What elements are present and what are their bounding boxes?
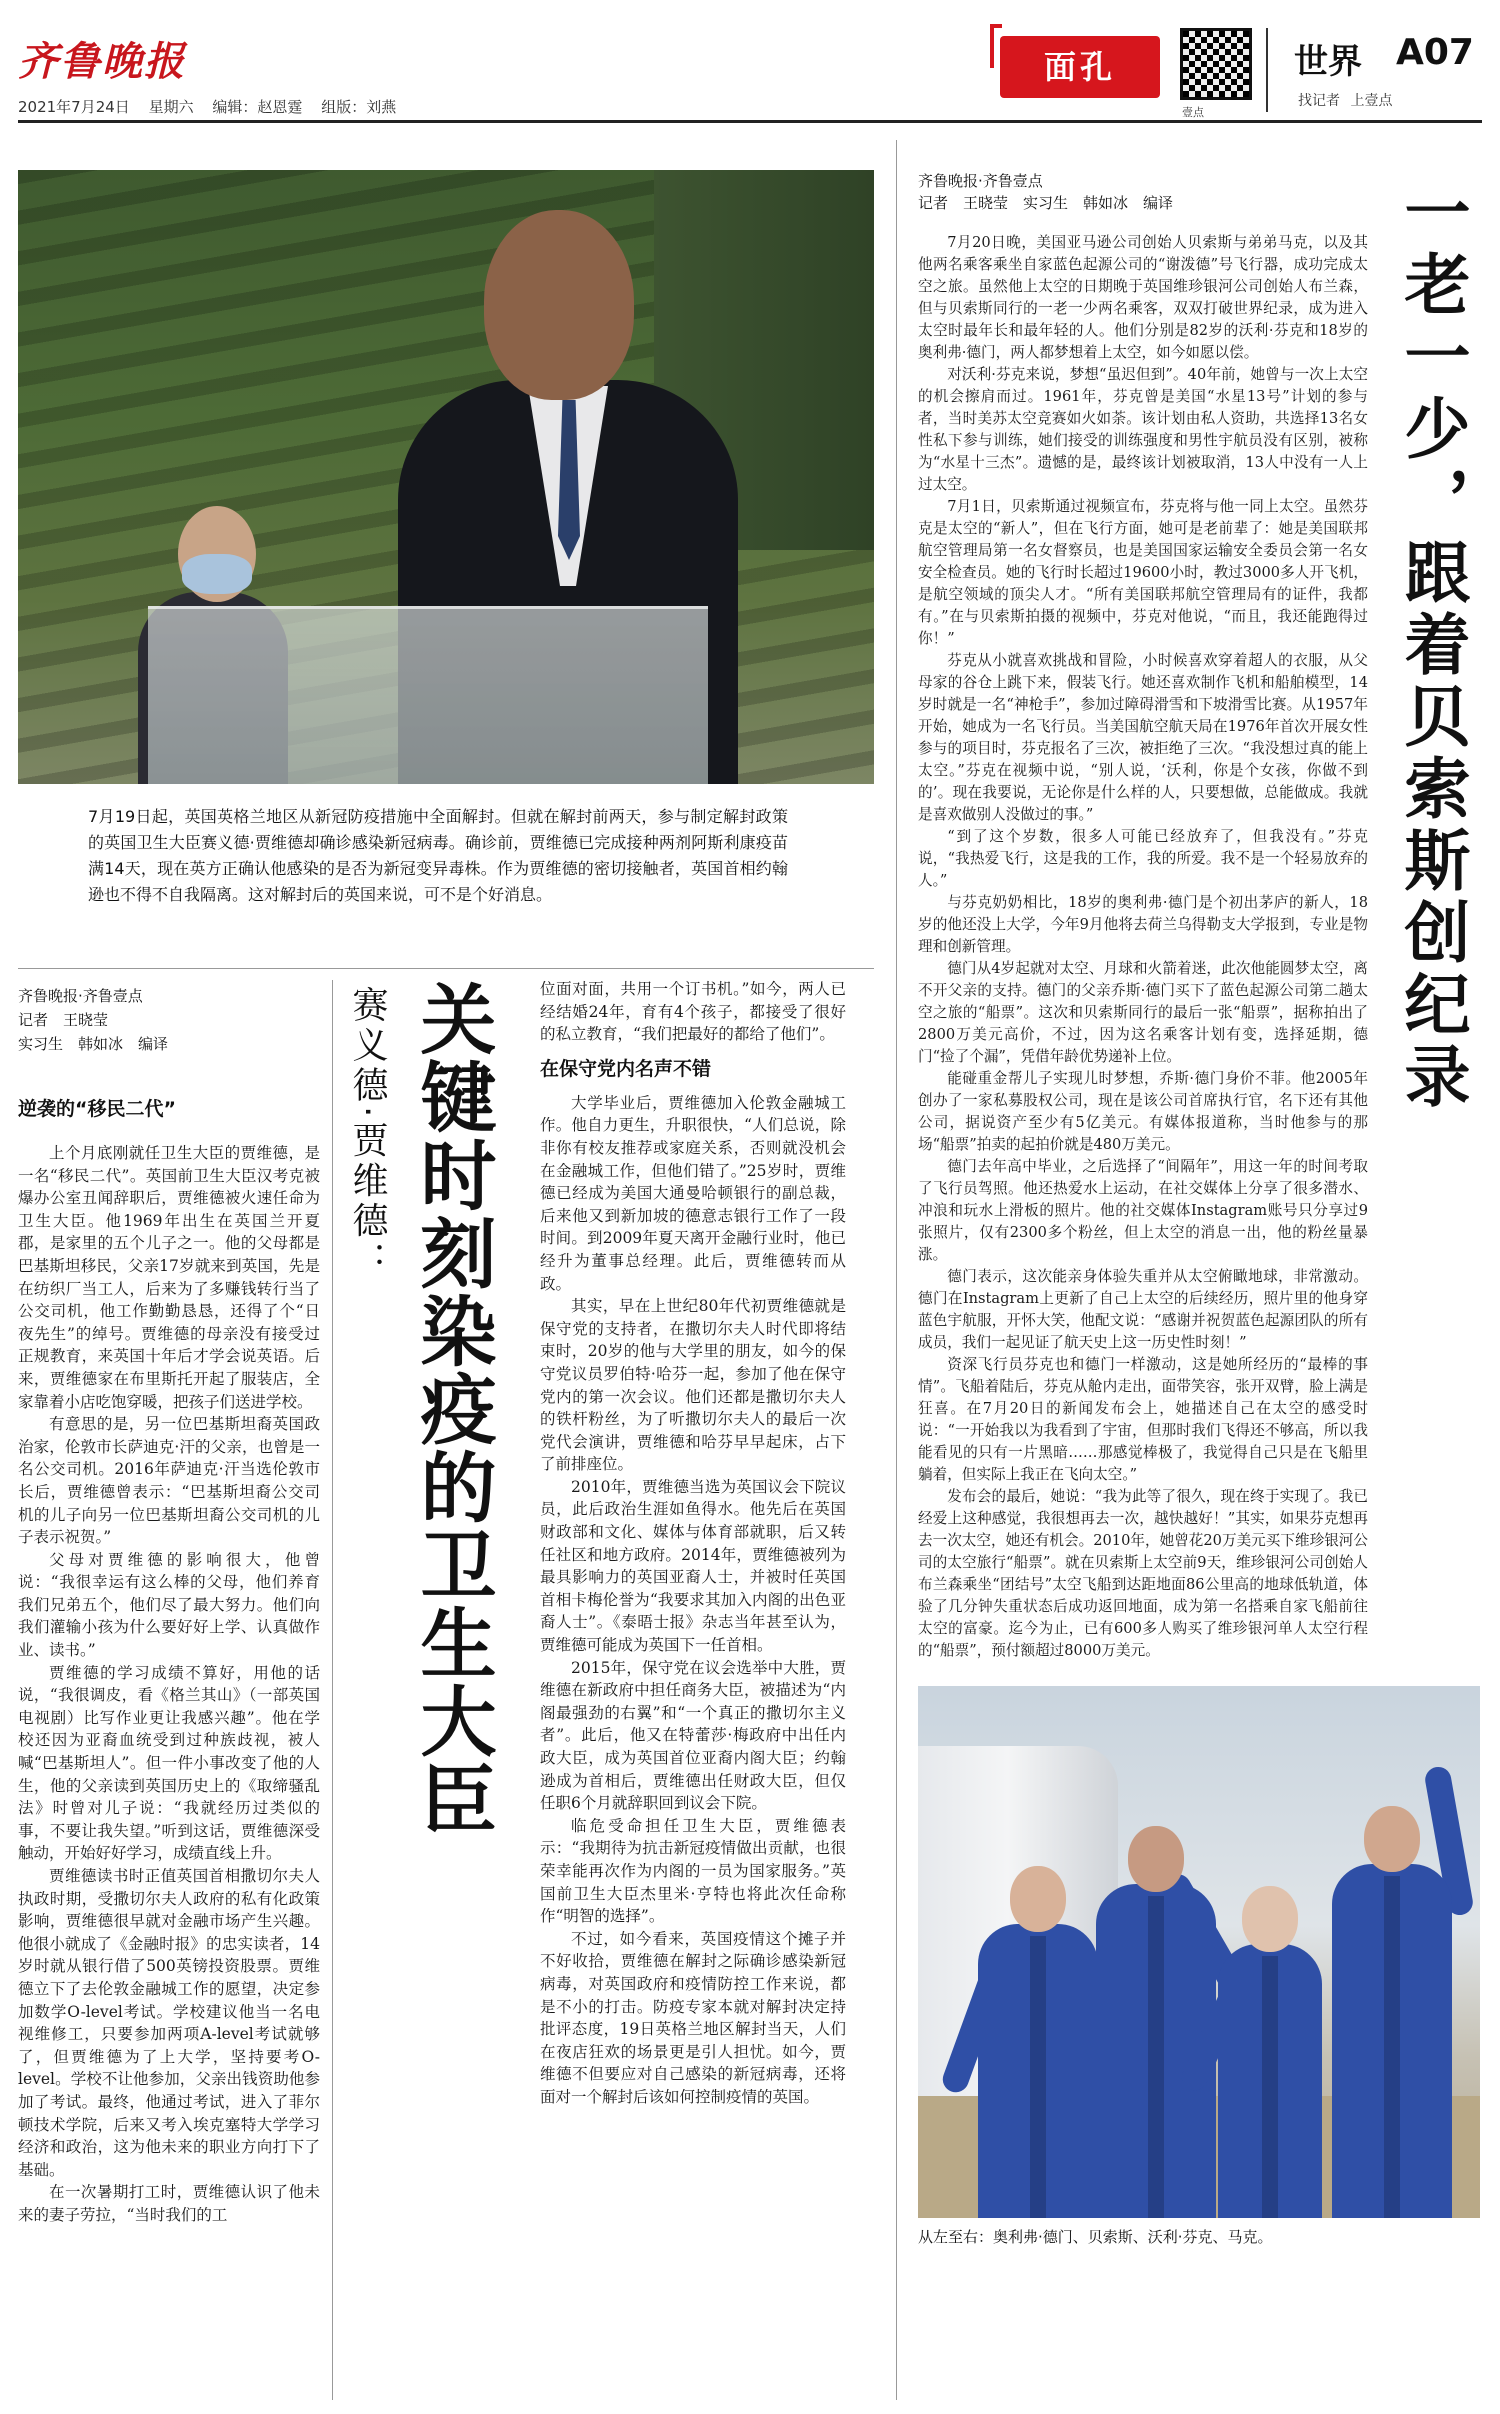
article-kicker: 赛义德·贾维德： — [347, 986, 388, 1282]
paragraph: 德门从4岁起就对太空、月球和火箭着迷，此次他能圆梦太空，离不开父亲的支持。德门的父亲乔斯·德门买下了蓝色起源公司第二趟太空之旅的“船票”。这次和贝索斯同行的最后一张“船票”，据称拍出了2800万美元高价，不过，因为这名乘客计划有变，选择延期，德门“捡了个漏”，凭借年龄优势递补上位。 — [918, 960, 1368, 1065]
paragraph: 大学毕业后，贾维德加入伦敦金融城工作。他自力更生，升职很快，“人们总说，除非你有校友推荐或家庭关系，否则就没机会在金融城工作，但他们错了。”25岁时，贾维德已经成为美国大通曼哈顿银行的副总裁，后来他又到新加坡的德意志银行工作了一段时间。到2009年夏天离开金融行业时，他已经升为董事总经理。此后，贾维德转而从政。 — [540, 1093, 846, 1293]
paragraph: 2010年，贾维德当选为英国议会下院议员，此后政治生涯如鱼得水。他先后在英国财政部和文化、媒体与体育部就职，后又转任社区和地方政府。2014年，贾维德被列为最具影响力的英国亚裔人士，并被时任英国首相卡梅伦誉为“我要求其加入内阁的出色亚裔人士”。《泰晤士报》杂志当年甚至认为，贾维德可能成为英国下一任首相。 — [540, 1477, 846, 1655]
newspaper-logo: 齐鲁晚报 — [18, 38, 186, 85]
article-divider — [18, 968, 874, 969]
article-title: 关键时刻染疫的卫生大臣 — [408, 980, 497, 1838]
page-layout-credit: 组版：刘燕 — [321, 98, 397, 116]
paragraph: 贾维德读书时正值英国首相撒切尔夫人执政时期，受撒切尔夫人政府的私有化政策影响，贾维德很早就对金融市场产生兴趣。他很小就成了《金融时报》的忠实读者，14岁时就从银行借了500英镑投资股票。贾维德立下了去伦敦金融城工作的愿望，决定参加数学O-level考试。学校建议他当一名电视维修工，只要参加两项A-level考试就够了，但贾维德为了上大学，坚持要考O-level。学校不让他参加，父亲出钱资助他参加了考试。最终，他通过考试，进入了菲尔顿技术学院，后来又考入埃克塞特大学学习经济和政治，这为他未来的职业方向打下了基础。 — [18, 1867, 320, 2179]
section-tab: 面孔 — [1000, 36, 1160, 98]
masthead-divider — [1266, 28, 1268, 112]
byline-names: 记者 王晓莹 实习生 韩如冰 编译 — [918, 194, 1174, 212]
paragraph: 有意思的是，另一位巴基斯坦裔英国政治家，伦敦市长萨迪克·汗的父亲，也曾是一名公交司机。2016年萨迪克·汗当选伦敦市长后，贾维德曾表示：“巴基斯坦裔公交司机的儿子向另一位巴基斯坦裔公交司机的儿子表示祝贺。” — [18, 1415, 320, 1547]
paragraph: 能碰重金帮儿子实现儿时梦想，乔斯·德门身价不菲。他2005年创办了一家私募股权公司，现在是该公司首席执行官，名下还有其他公司，据说资产至少有5亿美元。有媒体报道称，当时他参与的那场“船票”拍卖的起拍价就是480万美元。 — [918, 1070, 1368, 1153]
qr-code-label: 壹点 — [1182, 106, 1204, 119]
paragraph: “到了这个岁数，很多人可能已经放弃了，但我没有。”芬克说，“我热爱飞行，这是我的工作，我的所爱。我不是一个轻易放弃的人。” — [918, 828, 1368, 889]
left-article-column-2 — [540, 978, 846, 2402]
paragraph: 不过，如今看来，英国疫情这个摊子并不好收拾，贾维德在解封之际确诊感染新冠病毒，对英国政府和疫情防控工作来说，都是不小的打击。防疫专家本就对解封决定持批评态度，19日英格兰地区解封当天，人们在夜店狂欢的场景更是引人担忧。如今，贾维德不但要应对自己感染的新冠病毒，还将面对一个解封后该如何控制疫情的英国。 — [540, 1929, 846, 2106]
page-number: A07 — [1396, 32, 1474, 73]
despatch-box — [148, 606, 708, 784]
find-reporter-line: 找记者 上壹点 — [1298, 93, 1393, 109]
javid-photo — [18, 170, 874, 784]
byline-source: 齐鲁晚报·齐鲁壹点 — [18, 987, 143, 1005]
paragraph: 德门表示，这次能亲身体验失重并从太空俯瞰地球，非常激动。德门在Instagram上更新了自己上太空的后续经历，照片里的他身穿蓝色宇航服，开怀大笑，他配文说：“感谢并祝贺蓝色起源团队的所有成员，我们一起见证了航天史上这一历史性时刻！” — [918, 1268, 1368, 1351]
paragraph: 7月1日，贝索斯通过视频宣布，芬克将与他一同上太空。虽然芬克是太空的“新人”，但在飞行方面，她可是老前辈了：她是美国联邦航空管理局第一名女督察员，也是美国国家运输安全委员会第一名女安全检查员。她的飞行时长超过19600小时，教过3000多人开飞机，是航空领域的顶尖人才。“所有美国联邦航空管理局有的证件，我都有。”在与贝索斯拍摄的视频中，芬克对他说，“而且，我还能跑得过你！” — [918, 498, 1368, 647]
paragraph: 发布会的最后，她说：“我为此等了很久，现在终于实现了。我已经爱上这种感觉，我很想再去一次，越快越好！”其实，如果芬克想再去一次太空，她还有机会。2010年，她曾花20万美元买下维珍银河公司的太空旅行“船票”。就在贝索斯上太空前9天，维珍银河公司创始人布兰森乘坐“团结号”太空飞船到达距地面86公里高的地球低轨道，体验了几分钟失重状态后成功返回地面，成为第一名搭乘自家飞船前往太空的富豪。迄今为止，已有600多人购买了维珍银河单人太空行程的“船票”，预付额超过8000万美元。 — [918, 1488, 1368, 1659]
qr-code-icon — [1180, 28, 1252, 100]
masthead-rule — [18, 120, 1482, 123]
column-divider — [332, 980, 333, 2400]
face-mask — [182, 554, 252, 594]
subhead-conservative: 在保守党内名声不错 — [540, 1057, 712, 1080]
paragraph: 贾维德的学习成绩不算好，用他的话说，“我很调皮，看《格兰其山》（一部英国电视剧）比写作业更让我感兴趣”。他在学校还因为亚裔血统受到过种族歧视，被人喊“巴基斯坦人”。但一件小事改变了他的人生，他的父亲读到英国历史上的《取缔骚乱法》时曾对儿子说：“我就经历过类似的事，不要让我失望。”听到这话，贾维德深受触动，开始好好学习，成绩直线上升。 — [18, 1663, 320, 1863]
paragraph: 与芬克奶奶相比，18岁的奥利弗·德门是个初出茅庐的新人，18岁的他还没上大学，今年9月他将去荷兰乌得勒支大学报到，专业是物理和创新管理。 — [918, 894, 1368, 955]
paragraph: 上个月底刚就任卫生大臣的贾维德，是一名“移民二代”。英国前卫生大臣汉考克被爆办公室丑闻辞职后，贾维德被火速任命为卫生大臣。他1969年出生在英国兰开夏郡，是家里的五个儿子之一。他的父母都是巴基斯坦移民，父亲17岁就来到英国，先是在纺织厂当工人，后来为了多赚钱转行当了公交司机，他工作勤勤恳恳，还得了个“日夜先生”的绰号。贾维德的母亲没有接受过正规教育，来英国十年后才学会说英语。后来，贾维德家在布里斯托开起了服装店，全家靠着小店吃饱穿暖，把孩子们送进学校。 — [18, 1144, 320, 1411]
left-article-column-1 — [18, 1142, 320, 2402]
right-byline — [918, 170, 1173, 214]
issue-weekday: 星期六 — [148, 98, 194, 116]
paragraph: 对沃利·芬克来说，梦想“虽迟但到”。40年前，她曾与一次上太空的机会擦肩而过。1961年，芬克曾是美国“水星13号”计划的参与者，当时美苏太空竞赛如火如荼。该计划由私人资助，共选择13名女性私下参与训练，她们接受的训练强度和男性宇航员没有区别，被称为“水星十三杰”。遗憾的是，最终该计划被取消，13人中没有一人上过太空。 — [918, 366, 1368, 493]
dateline — [18, 96, 410, 117]
page-editor: 编辑：赵恩霆 — [212, 98, 303, 116]
masthead — [18, 14, 1482, 130]
subhead-immigrant: 逆袭的“移民二代” — [18, 1098, 176, 1120]
photo1-caption: 7月19日起，英国英格兰地区从新冠防疫措施中全面解封。但就在解封前两天，参与制定解封政策的英国卫生大臣赛义德·贾维德却确诊感染新冠病毒。确诊前，贾维德已完成接种两剂阿斯利康疫苗满14天，现在英方正确认他感染的是否为新冠变异毒株。作为贾维德的密切接触者，英国首相约翰逊也不得不自我隔离。这对解封后的英国来说，可不是个好消息。 — [88, 807, 788, 904]
paragraph: 其实，早在上世纪80年代初贾维德就是保守党的支持者，在撒切尔夫人时代即将结束时，20岁的他与大学里的朋友，如今的保守党议员罗伯特·哈芬一起，参加了他在保守党内的第一次会议。他们还都是撒切尔夫人的铁杆粉丝，为了听撒切尔夫人的最后一次党代会演讲，贾维德和哈芬早早起床，占下了前排座位。 — [540, 1297, 846, 1474]
paragraph: 芬克从小就喜欢挑战和冒险，小时候喜欢穿着超人的衣服，从父母家的谷仓上跳下来，假装飞行。她还喜欢制作飞机和船舶模型，14岁时就是一名“神枪手”，参加过障碍滑雪和下坡滑雪比赛。从1957年开始，她成为一名飞行员。当美国航空航天局在1976年首次开展女性参与的项目时，芬克报名了三次，被拒绝了三次。“我没想过真的能上太空。”芬克在视频中说，“别人说，‘沃利，你是个女孩，你做不到的’。现在我要说，无论你是什么样的人，只要想做，总能做成。我就是喜欢做别人没做过的事。” — [918, 652, 1368, 823]
left-byline — [18, 984, 168, 1056]
paragraph: 位面对面，共用一个订书机。”如今，两人已经结婚24年，育有4个孩子，都接受了很好的私立教育，“我们把最好的都给了他们”。 — [540, 980, 846, 1044]
page-divider — [896, 140, 897, 2400]
byline-intern: 实习生 韩如冰 编译 — [18, 1035, 169, 1053]
byline-reporter: 记者 王晓莹 — [18, 1011, 109, 1029]
paragraph: 德门去年高中毕业，之后选择了“间隔年”，用这一年的时间考取了飞行员驾照。他还热爱水上运动，在社交媒体上分享了很多潜水、冲浪和玩水上滑板的照片。他的社交媒体Instagram账号只分享过9张照片，仅有2300多个粉丝，但上太空的消息一出，他的粉丝量暴涨。 — [918, 1158, 1368, 1263]
right-article-title: 一老一少，跟着贝索斯创纪录 — [1393, 178, 1470, 1114]
photo2-caption: 从左至右：奥利弗·德门、贝索斯、沃利·芬克、马克。 — [918, 2228, 1273, 2246]
right-article-body — [918, 232, 1368, 1676]
astronauts-photo — [918, 1686, 1480, 2218]
section-name: 世界 — [1294, 42, 1362, 82]
paragraph: 2015年，保守党在议会选举中大胜，贾维德在新政府中担任商务大臣，被描述为“内阁最强劲的右翼”和“一个真正的撒切尔主义者”。此后，他又在特蕾莎·梅政府中出任内政大臣，成为英国首位亚裔内阁大臣；约翰逊成为首相后，贾维德出任财政大臣，但仅任职6个月就辞职回到议会下院。 — [540, 1658, 846, 1813]
byline-source: 齐鲁晚报·齐鲁壹点 — [918, 172, 1043, 190]
paragraph: 临危受命担任卫生大臣，贾维德表示：“我期待为抗击新冠疫情做出贡献，也很荣幸能再次作为内阁的一员为国家服务。”英国前卫生大臣杰里米·亨特也将此次任命称作“明智的选择”。 — [540, 1816, 846, 1926]
paragraph: 资深飞行员芬克也和德门一样激动，这是她所经历的“最棒的事情”。飞船着陆后，芬克从舱内走出，面带笑容，张开双臂，脸上满是狂喜。在7月20日的新闻发布会上，她描述自己在太空的感受时说：“一开始我以为我看到了宇宙，但那时我们飞得还不够高，所以我能看见的只有一片黑暗……那感觉棒极了，我觉得自己只是在飞船里躺着，但实际上我正在飞向太空。” — [918, 1356, 1368, 1483]
paragraph: 在一次暑期打工时，贾维德认识了他未来的妻子劳拉，“当时我们的工 — [18, 2183, 320, 2224]
paragraph: 父母对贾维德的影响很大，他曾说：“我很幸运有这么棒的父母，他们养育我们兄弟五个，他们尽了最大努力。他们向我们灌输小孩为什么要好好上学、认真做作业、读书。” — [18, 1550, 320, 1660]
paragraph: 7月20日晚，美国亚马逊公司创始人贝索斯与弟弟马克，以及其他两名乘客乘坐自家蓝色起源公司的“谢泼德”号飞行器，成功完成太空之旅。虽然他上太空的日期晚于英国维珍银河公司创始人布兰森，但与贝索斯同行的一老一少两名乘客，双双打破世界纪录，成为进入太空时最年长和最年轻的人。他们分别是82岁的沃利·芬克和18岁的奥利弗·德门，两人都梦想着上太空，如今如愿以偿。 — [918, 234, 1368, 361]
issue-date: 2021年7月24日 — [18, 98, 130, 116]
